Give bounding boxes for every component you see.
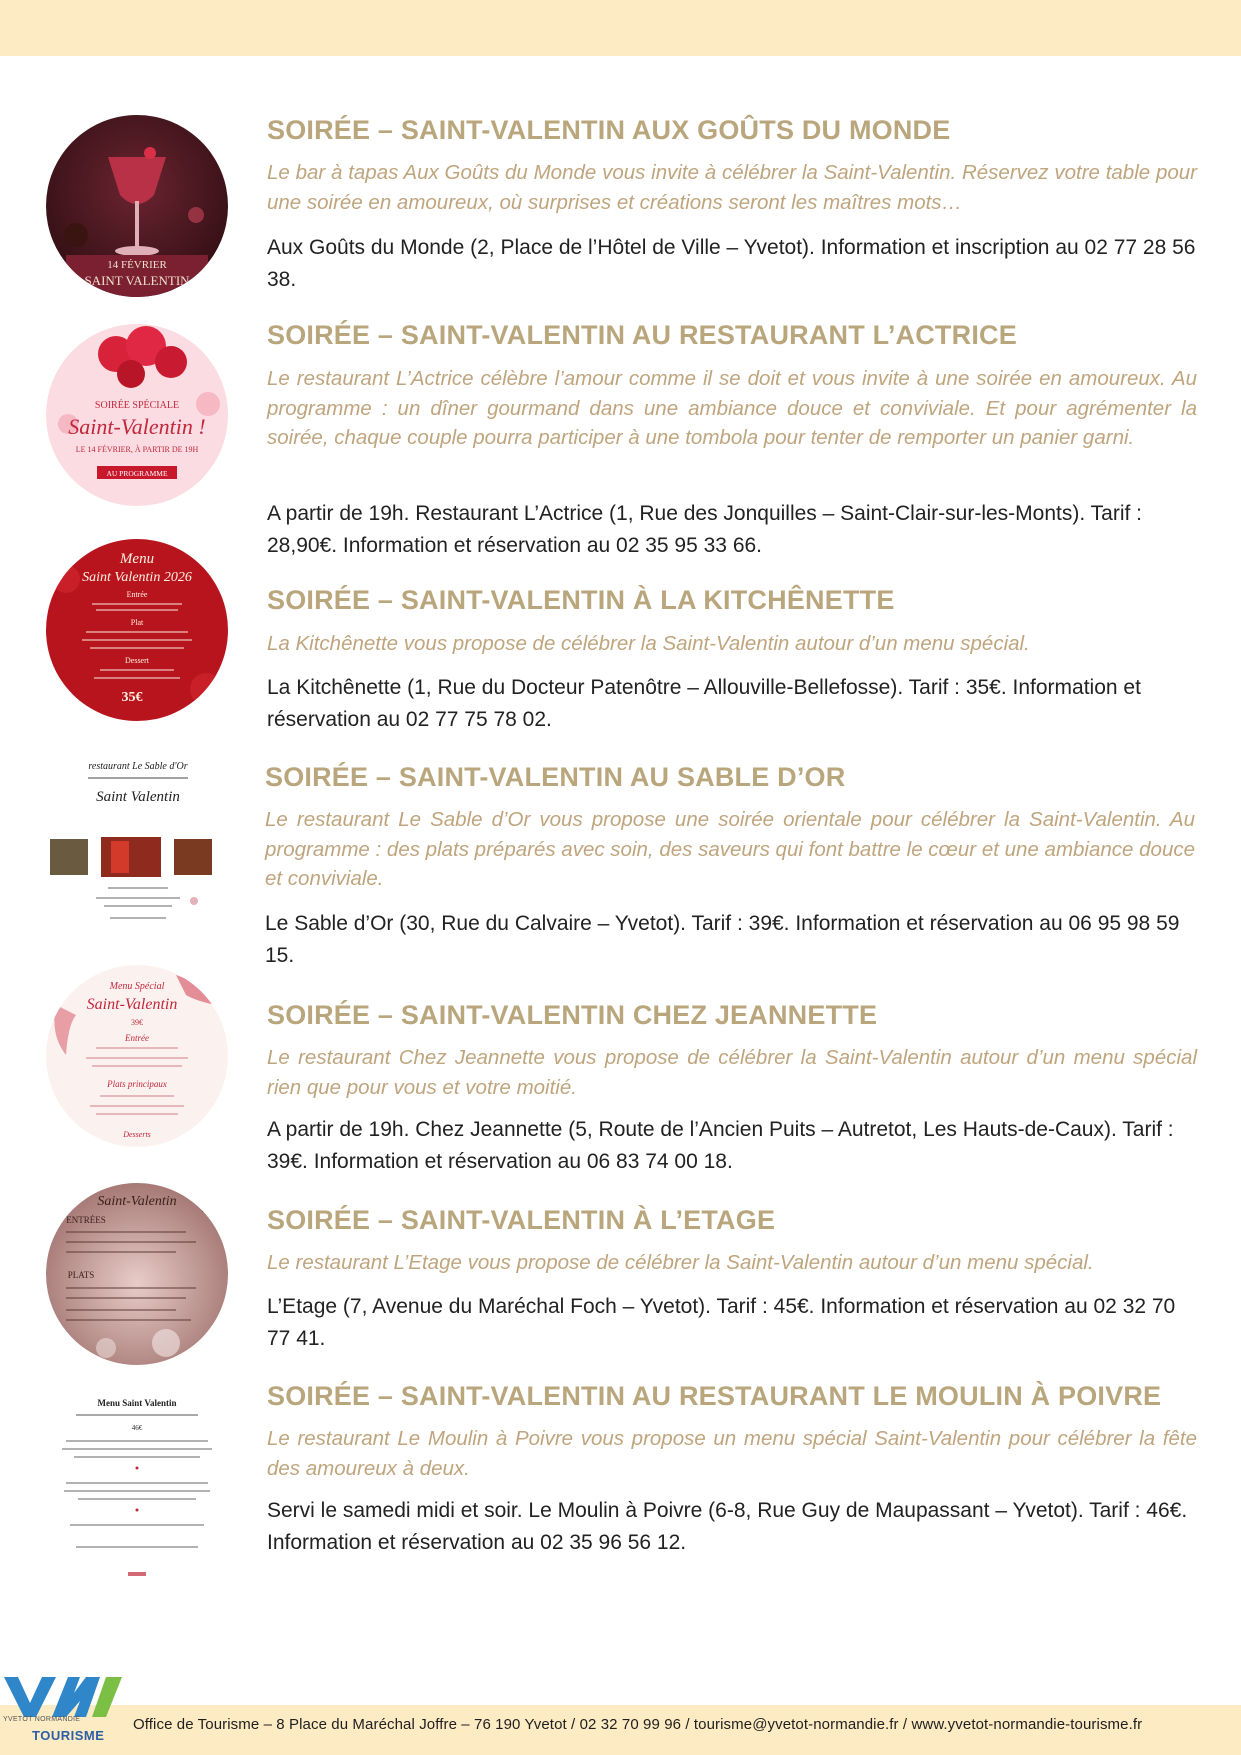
- footer-contact: Office de Tourisme – 8 Place du Maréchal Joffre – 76 190 Yvetot / 02 32 70 99 96 / tourisme@yvetot-normandie.fr / www.yvetot-normandie-tourisme.fr: [133, 1716, 1143, 1733]
- logo-subtitle: YVETOT NORMANDIE: [3, 1716, 81, 1723]
- image-text-plat: Plat: [130, 618, 144, 627]
- event-title: SOIRÉE – SAINT-VALENTIN AUX GOÛTS DU MONDE: [267, 115, 951, 145]
- image-text-saint-valentin: Saint Valentin: [96, 789, 180, 805]
- event-image-menu-red: [46, 539, 228, 721]
- image-text-title: Saint Valentin 2026: [82, 570, 192, 585]
- event-title: SOIRÉE – SAINT-VALENTIN AU RESTAURANT L’ACTRICE: [267, 320, 1017, 350]
- top-band: [0, 0, 1241, 56]
- image-text-price: 35€: [121, 690, 143, 705]
- image-text-saint-valentin: Saint-Valentin: [97, 1194, 177, 1209]
- event-title: SOIRÉE – SAINT-VALENTIN AU RESTAURANT LE MOULIN À POIVRE: [267, 1381, 1162, 1411]
- event-description: Le restaurant L’Actrice célèbre l’amour comme il se doit et vous invite à une soirée en amoureux. Au programme : un dîner gourmand dans une ambiance douce et conviviale. Et pour agrémenter la soirée, chaque couple pourra participer à une tombola pour tenter de remporter un panier garni.: [267, 367, 1197, 449]
- image-text-dessert: Dessert: [125, 656, 149, 665]
- image-text-soiree: SOIRÉE SPÉCIALE: [94, 400, 180, 411]
- event-title: SOIRÉE – SAINT-VALENTIN À LA KITCHÊNETTE: [267, 585, 895, 615]
- event-title: SOIRÉE – SAINT-VALENTIN CHEZ JEANNETTE: [267, 1000, 878, 1030]
- image-text-price: 46€: [131, 1424, 143, 1432]
- image-text-entree: Entrée: [126, 590, 148, 599]
- image-text-menu: Menu Spécial: [109, 981, 165, 992]
- image-text-saint-valentin: SAINT VALENTIN: [84, 273, 190, 288]
- image-text-programme: AU PROGRAMME: [106, 469, 168, 478]
- event-description: Le restaurant Chez Jeannette vous propose de célébrer la Saint-Valentin autour d’un menu spécial rien que pour vous et votre moitié.: [267, 1046, 1197, 1099]
- image-text-price: 39€: [131, 1018, 143, 1027]
- event-info: Le Sable d’Or (30, Rue du Calvaire – Yvetot). Tarif : 39€. Information et réservation au 06 95 98 59 15.: [265, 912, 1180, 967]
- image-text-saint-valentin: Saint-Valentin: [86, 996, 178, 1013]
- event-info: La Kitchênette (1, Rue du Docteur Patenôtre – Allouville-Bellefosse). Tarif : 35€. Information et réservation au 02 77 75 78 02.: [267, 676, 1141, 731]
- image-text-date: 14 FÉVRIER: [107, 259, 167, 271]
- event-info: Servi le samedi midi et soir. Le Moulin à Poivre (6-8, Rue Guy de Maupassant – Yvetot). Tarif : 46€. Information et réservation au 02 35 96 56 12.: [267, 1499, 1188, 1554]
- image-text-plats: Plats principaux: [107, 1079, 167, 1089]
- event-info: Aux Goûts du Monde (2, Place de l’Hôtel de Ville – Yvetot). Information et inscription au 02 77 28 56 38.: [267, 236, 1196, 291]
- event-info: A partir de 19h. Restaurant L’Actrice (1, Rue des Jonquilles – Saint-Clair-sur-les-Monts). Tarif : 28,90€. Information et réservation au 02 35 95 33 66.: [267, 502, 1142, 557]
- event-image-menu-rose: [46, 1183, 228, 1365]
- event-image-menu-white: [46, 1392, 228, 1580]
- image-text-menu: Menu: [119, 551, 155, 567]
- event-image-flyer: [48, 757, 228, 932]
- event-description: Le restaurant Le Moulin à Poivre vous propose un menu spécial Saint-Valentin pour célébrer la fête des amoureux à deux.: [267, 1427, 1197, 1480]
- image-text-restaurant: restaurant Le Sable d'Or: [88, 761, 188, 772]
- event-description: Le bar à tapas Aux Goûts du Monde vous invite à célébrer la Saint-Valentin. Réservez votre table pour une soirée en amoureux, où surprises et créations seront les maîtres mots…: [267, 161, 1197, 214]
- event-title: SOIRÉE – SAINT-VALENTIN AU SABLE D’OR: [265, 762, 846, 792]
- event-description: Le restaurant L’Etage vous propose de célébrer la Saint-Valentin autour d’un menu spécial.: [267, 1251, 1094, 1274]
- event-image-hearts: [46, 324, 228, 506]
- event-description: La Kitchênette vous propose de célébrer la Saint-Valentin autour d’un menu spécial.: [267, 632, 1030, 655]
- logo-wordmark: TOURISME: [32, 1728, 105, 1743]
- image-text-menu: Menu Saint Valentin: [97, 1398, 177, 1408]
- event-info: L’Etage (7, Avenue du Maréchal Foch – Yvetot). Tarif : 45€. Information et réservation au 02 32 70 77 41.: [267, 1295, 1176, 1350]
- image-text-price: 45: [202, 1206, 210, 1215]
- event-image-cocktail: [46, 115, 228, 297]
- event-description: Le restaurant Le Sable d’Or vous propose une soirée orientale pour célébrer la Saint-Valentin. Au programme : des plats préparés avec soin, des saveurs qui font battre le cœur et une ambiance douce et conviviale.: [265, 808, 1195, 890]
- image-text-date: LE 14 FÉVRIER, À PARTIR DE 19H: [75, 445, 199, 454]
- image-text-entree: Entrée: [125, 1033, 149, 1043]
- image-text-desserts: Desserts: [123, 1130, 151, 1139]
- event-image-menu-light: [46, 965, 228, 1147]
- image-text-plats: PLATS: [67, 1270, 95, 1280]
- event-info: A partir de 19h. Chez Jeannette (5, Route de l’Ancien Puits – Autretot, Les Hauts-de-Caux). Tarif : 39€. Information et réservation au 06 83 74 00 18.: [267, 1118, 1174, 1173]
- image-text-entrees: ENTRÉES: [66, 1215, 106, 1225]
- event-title: SOIRÉE – SAINT-VALENTIN À L’ETAGE: [267, 1205, 776, 1235]
- image-text-saint-valentin: Saint-Valentin !: [68, 414, 206, 439]
